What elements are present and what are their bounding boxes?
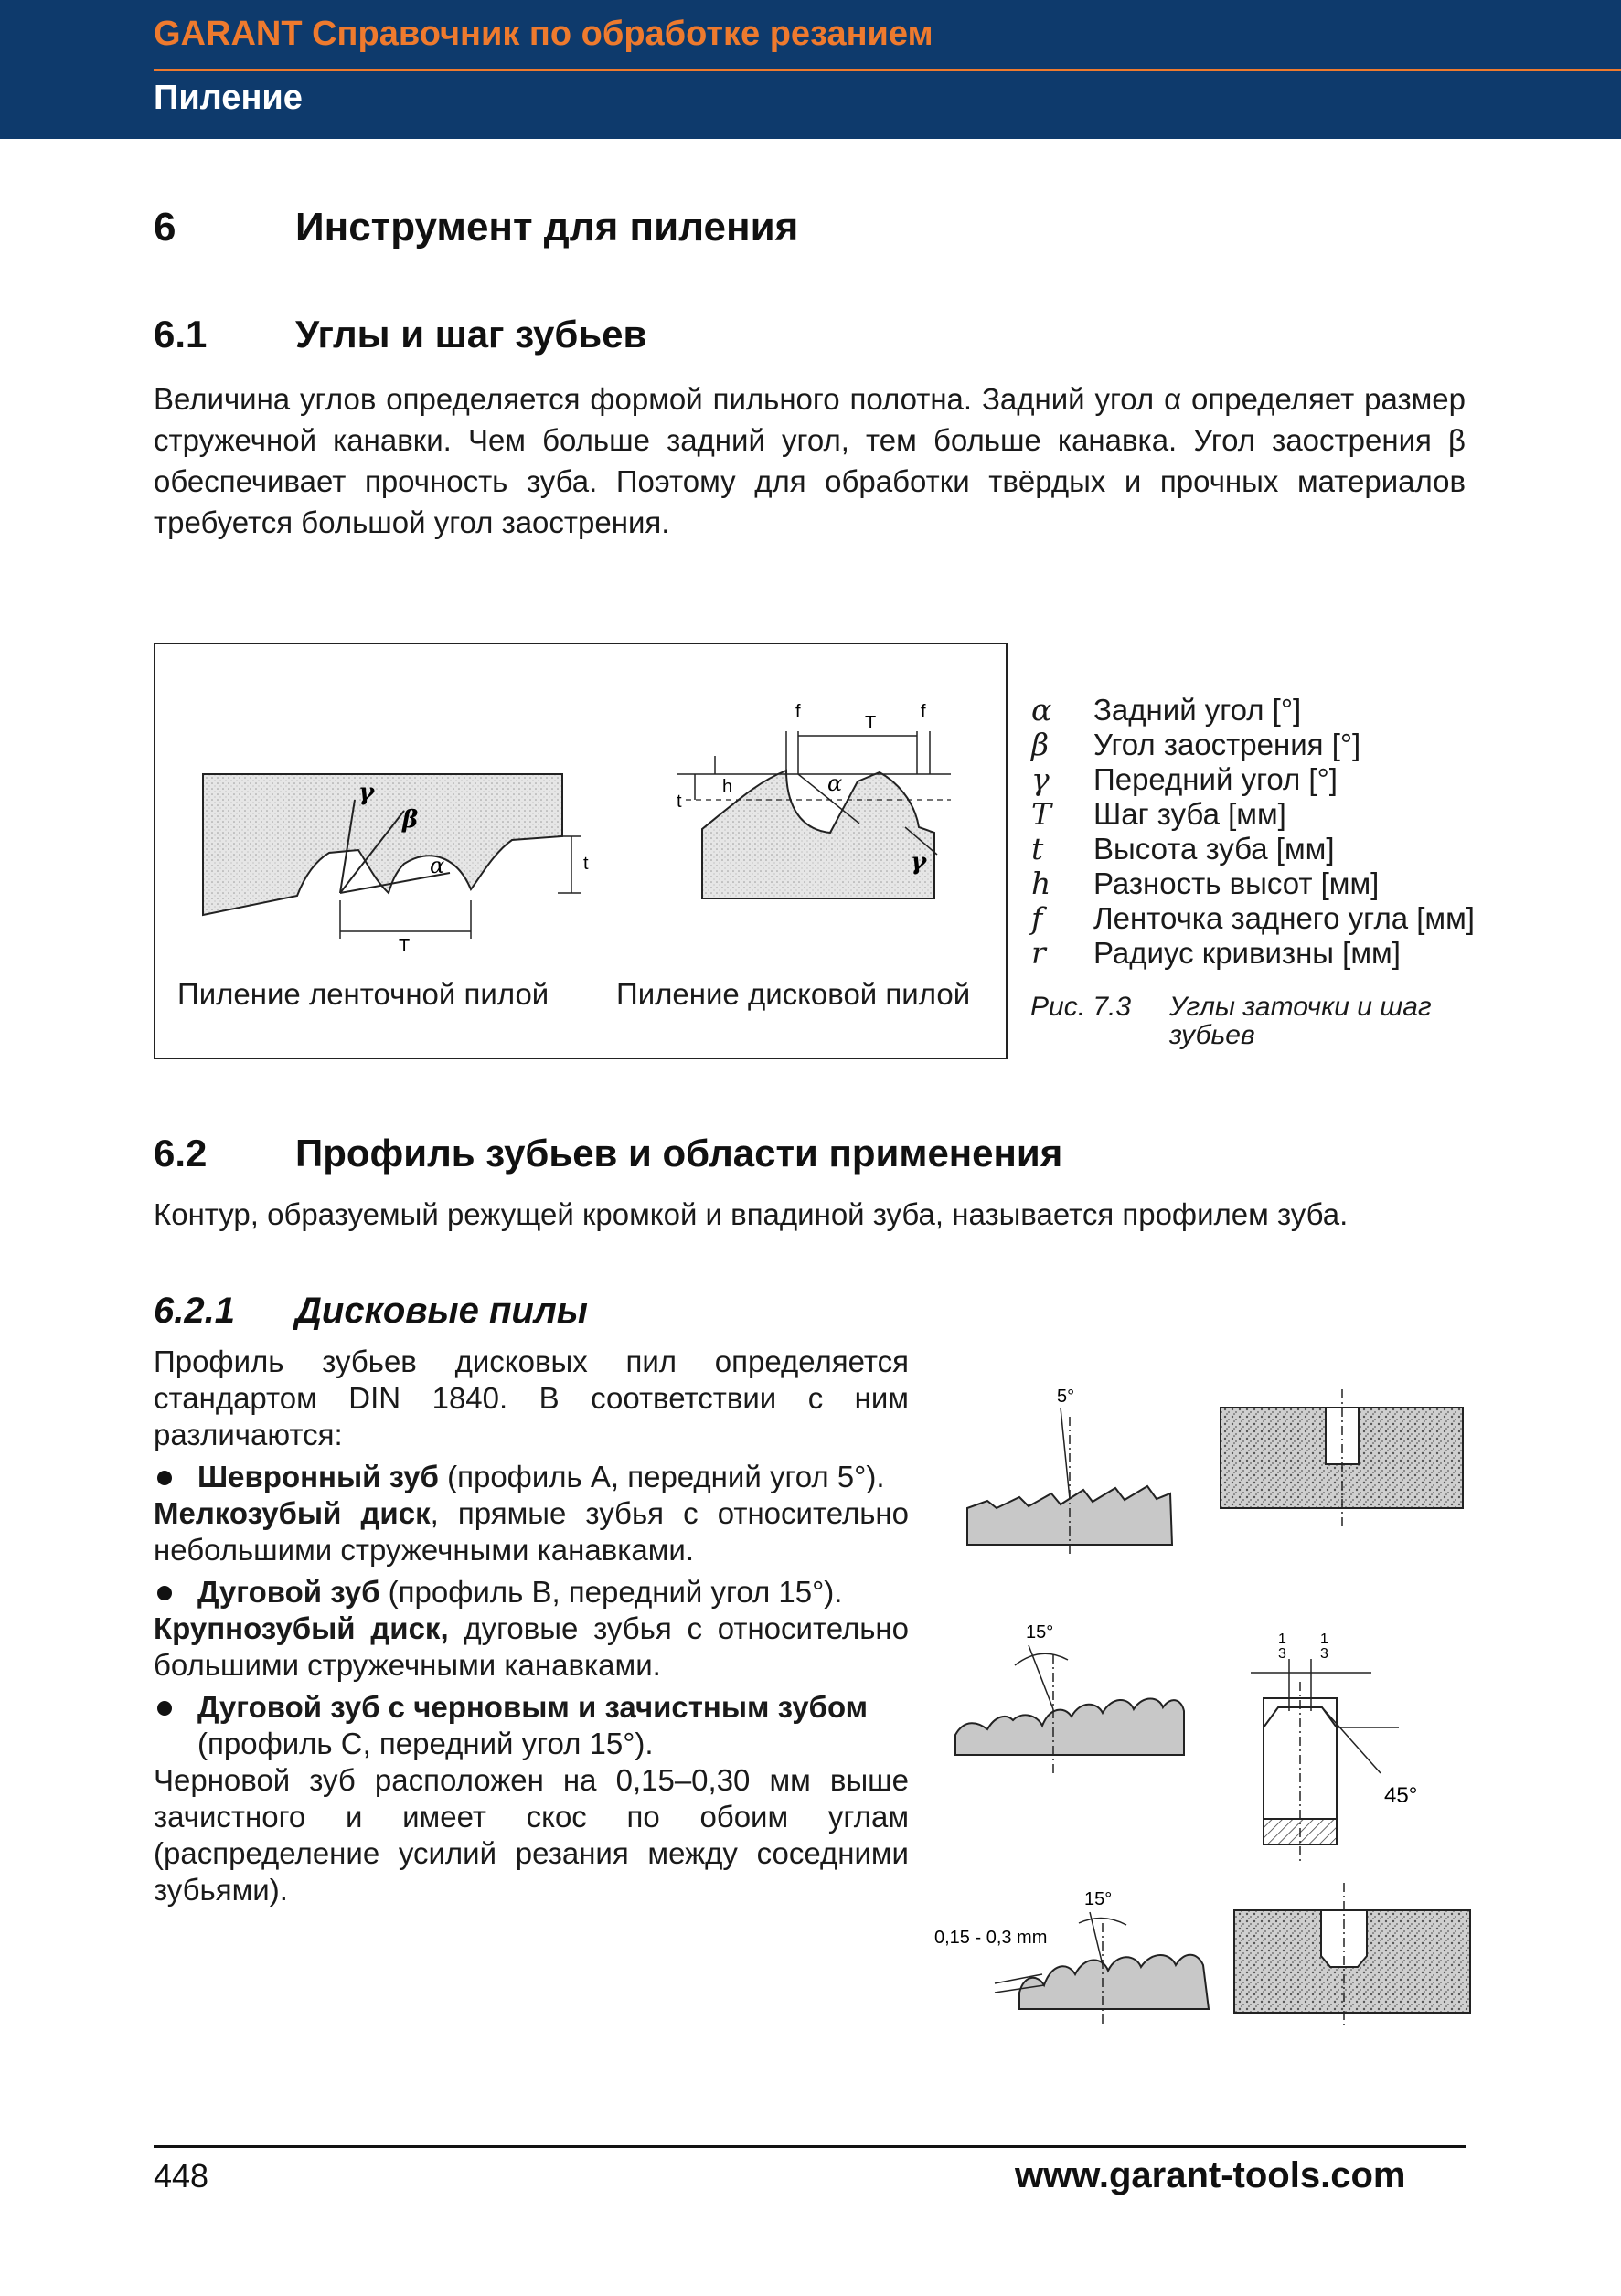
tooth-profile-diagrams: [923, 1371, 1490, 2047]
profile-b-chamfer-angle: 45°: [1384, 1783, 1418, 1808]
section-6-2-heading: [154, 1132, 1062, 1175]
section-6-heading: [154, 205, 798, 250]
legend-text: Ленточка заднего угла [мм]: [1093, 901, 1475, 935]
disc-t-label: t: [677, 792, 682, 812]
legend-text: Радиус кривизны [мм]: [1093, 936, 1401, 970]
item-description: [154, 1495, 909, 1568]
legend-row: [1031, 693, 1475, 728]
disc-gamma-label: γ: [911, 848, 927, 876]
legend-row: [1031, 866, 1475, 901]
page-header: [0, 0, 1621, 139]
intro-text: Профиль зубьев дисковых пил определяется стандартом DIN 1840. В соответствии с ним различаются:: [154, 1345, 909, 1451]
disc-h-label: h: [722, 777, 733, 797]
profile-b-angle: 15°: [1026, 1622, 1054, 1642]
disc-f-label-right: f: [921, 702, 926, 722]
list-item: [154, 1574, 909, 1610]
disc-alpha-label: α: [827, 771, 843, 796]
list-item: [154, 1689, 909, 1762]
header-title: GARANT Справочник по обработке резанием: [154, 15, 933, 53]
item-text: (профиль C, передний угол 15°).: [197, 1727, 654, 1760]
profile-c-offset: 0,15 - 0,3 mm: [934, 1928, 1048, 1948]
legend-text: Шаг зуба [мм]: [1093, 797, 1286, 831]
section-title: Дисковые пилы: [295, 1291, 588, 1331]
section-number: 6: [154, 205, 176, 250]
figure-7-3: [154, 643, 1008, 1059]
legend-symbol: f: [1031, 900, 1043, 936]
figure-reference: [1030, 993, 1432, 1049]
header-divider: [154, 69, 1621, 71]
profile-b-frac-den-left: 3: [1278, 1646, 1286, 1662]
section-6-1-text: Величина углов определяется формой пильного полотна. Задний угол α определяет размер стружечной канавки. Чем больше задний угол, тем больше канавка. Угол заострения β обеспечивает прочность зуба. Поэтому для обработки твёрдых и прочных материалов требуется большой угол заострения.: [154, 382, 1466, 539]
band-saw-caption: Пиление ленточной пилой: [177, 977, 549, 1011]
legend-row: [1031, 797, 1475, 832]
section-number: 6.2.1: [154, 1291, 235, 1331]
legend-text: Передний угол [°]: [1093, 762, 1338, 796]
disc-saw-text-column: [154, 1344, 909, 1908]
profile-c-diagram: [934, 1883, 1470, 2029]
figure-legend: [1031, 693, 1475, 971]
item-text: (профиль A, передний угол 5°).: [438, 1460, 885, 1493]
figure-caption-line2: зубьев: [1169, 1020, 1255, 1050]
figure-caption-line1: Углы заточки и шаг: [1169, 992, 1432, 1022]
legend-row: [1031, 832, 1475, 866]
legend-text: Разность высот [мм]: [1093, 866, 1380, 900]
item-text: (профиль B, передний угол 15°).: [379, 1575, 843, 1609]
section-6-2-text: Контур, образуемый режущей кромкой и впадиной зуба, называется профилем зуба.: [154, 1197, 1349, 1231]
legend-symbol: t: [1031, 831, 1044, 866]
profile-b-diagram: [955, 1622, 1417, 1865]
section-number: 6.2: [154, 1132, 208, 1175]
profile-a-angle: 5°: [1057, 1387, 1075, 1407]
legend-symbol: T: [1031, 796, 1052, 832]
legend-symbol: γ: [1031, 761, 1050, 797]
legend-row: [1031, 762, 1475, 797]
profile-b-frac-den-right: 3: [1320, 1646, 1328, 1662]
band-height-label: t: [583, 854, 589, 874]
section-title: Инструмент для пиления: [295, 205, 799, 250]
footer-divider: [154, 2145, 1466, 2148]
disc-saw-profile: [677, 702, 951, 898]
list-item: [154, 1459, 909, 1495]
band-pitch-label: T: [399, 936, 411, 956]
item-sub-text: дуговые зубья с относительно большими стружечными канавками.: [154, 1611, 909, 1682]
item-bold: Дуговой зуб: [197, 1575, 380, 1609]
band-beta-label: β: [402, 806, 419, 834]
bullet-icon: [157, 1701, 172, 1716]
legend-row: [1031, 936, 1475, 971]
website-link[interactable]: www.garant-tools.com: [1015, 2155, 1406, 2195]
band-gamma-label: γ: [358, 779, 375, 806]
legend-symbol: r: [1031, 935, 1046, 971]
item-bold: Шевронный зуб: [197, 1460, 439, 1493]
disc-saw-caption: Пиление дисковой пилой: [616, 977, 971, 1011]
section-title: Профиль зубьев и области применения: [295, 1132, 1063, 1175]
disc-pitch-label: T: [865, 713, 877, 733]
band-alpha-label: α: [430, 853, 445, 878]
section-title: Углы и шаг зубьев: [295, 313, 647, 356]
profile-c-angle: 15°: [1084, 1889, 1113, 1909]
legend-symbol: β: [1031, 727, 1050, 762]
disc-f-label-left: f: [795, 702, 801, 722]
item-sub-bold: Мелкозубый диск: [154, 1496, 431, 1530]
item-sub-text: , прямые зубья с относительно небольшими стружечными канавками.: [154, 1496, 909, 1567]
profile-a-diagram: [967, 1387, 1463, 1554]
legend-text: Высота зуба [мм]: [1093, 832, 1335, 866]
item-description: Черновой зуб расположен на 0,15–0,30 мм выше зачистного и имеет скос по обоим углам (распределение усилий резания между соседними зубьями).: [154, 1763, 909, 1907]
legend-text: Угол заострения [°]: [1093, 728, 1361, 761]
item-description: [154, 1610, 909, 1684]
legend-row: [1031, 728, 1475, 762]
section-6-2-1-heading: [154, 1291, 588, 1332]
header-subtitle: Пиление: [154, 79, 303, 117]
legend-symbol: α: [1031, 692, 1052, 728]
profile-b-frac-num-right: 1: [1320, 1632, 1328, 1647]
profile-b-frac-num-left: 1: [1278, 1632, 1286, 1647]
bullet-icon: [157, 1471, 172, 1485]
legend-text: Задний угол [°]: [1093, 693, 1302, 727]
band-saw-profile: [203, 774, 589, 956]
figure-number: Рис. 7.3: [1030, 992, 1132, 1022]
item-bold: Дуговой зуб с черновым и зачистным зубом: [197, 1690, 869, 1724]
legend-symbol: h: [1031, 866, 1051, 901]
section-6-1-heading: [154, 313, 646, 356]
section-number: 6.1: [154, 313, 208, 356]
legend-row: [1031, 901, 1475, 936]
bullet-icon: [157, 1586, 172, 1600]
page-number: 448: [154, 2157, 209, 2195]
item-sub-bold: Крупнозубый диск,: [154, 1611, 449, 1645]
